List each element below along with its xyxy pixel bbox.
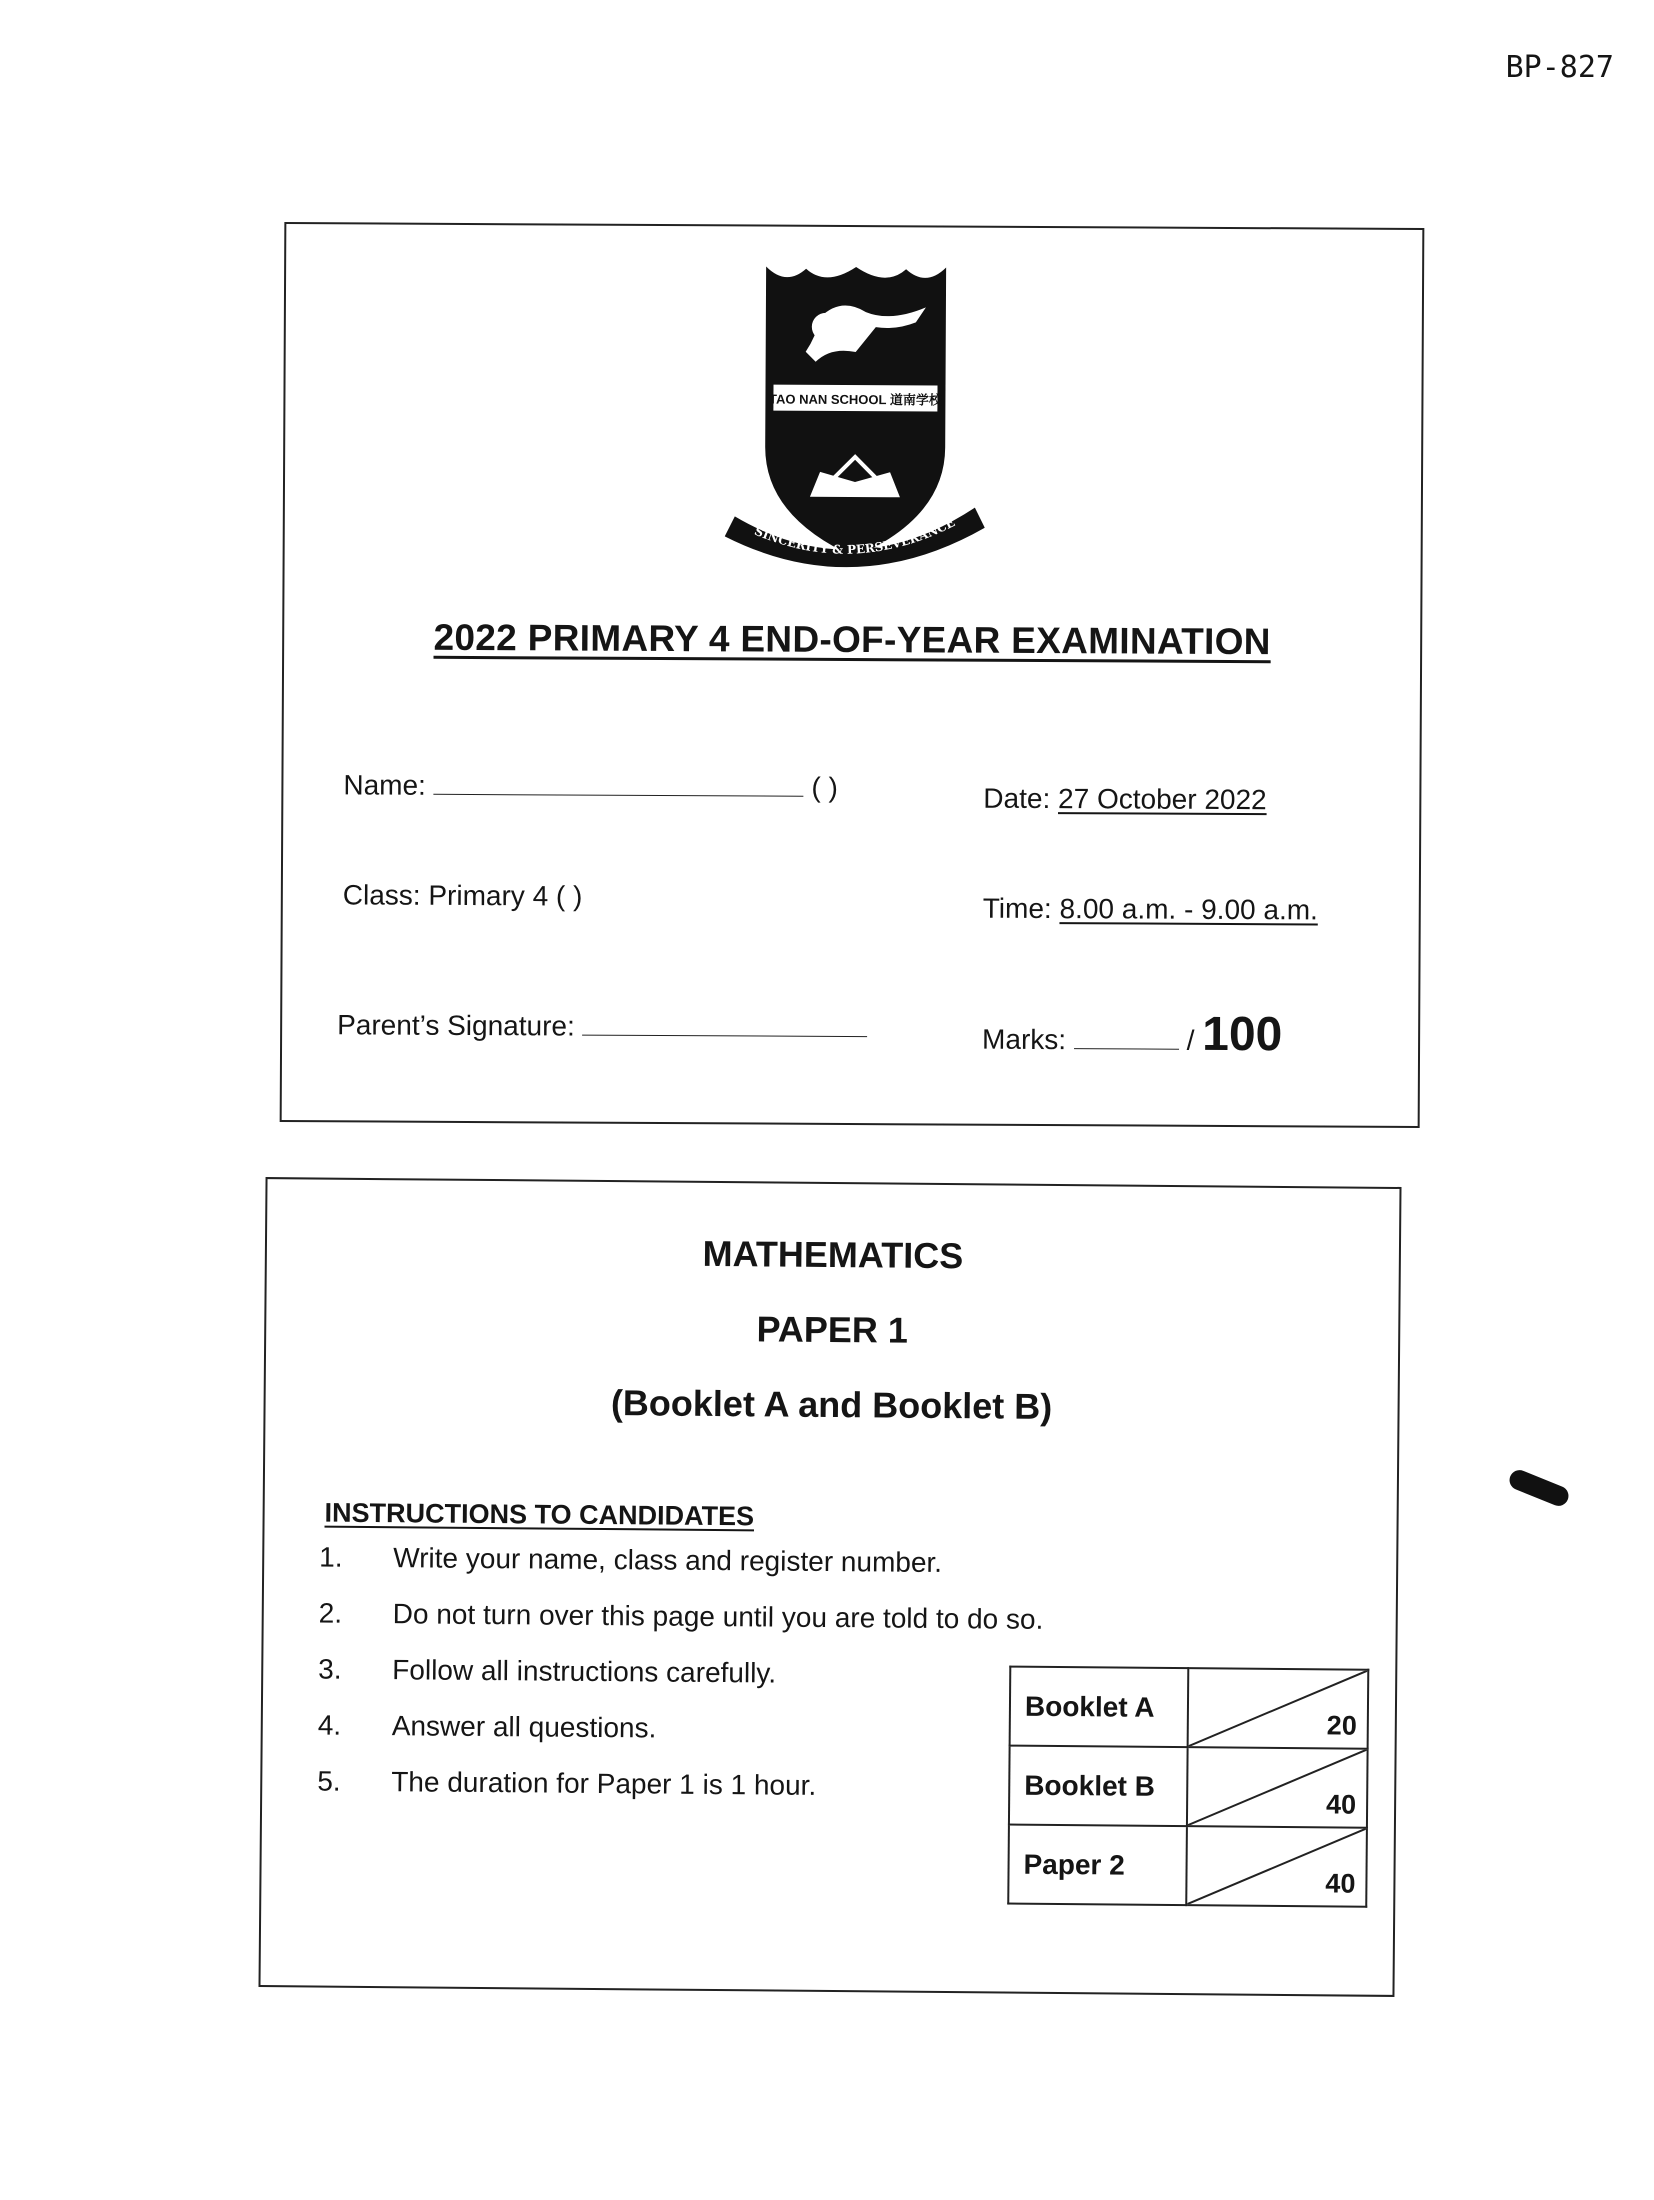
date-field: Date: 27 October 2022 [983, 782, 1267, 816]
paper-info-box [258, 1177, 1401, 1997]
booklet-a-label: Booklet A [1010, 1667, 1189, 1748]
table-row [1008, 1825, 1367, 1907]
paper-2-label: Paper 2 [1008, 1825, 1187, 1906]
instruction-item: 1. Write your name, class and register number. [319, 1541, 943, 1578]
marks-line[interactable] [1074, 1047, 1179, 1050]
paper-2-max: 40 [1325, 1868, 1356, 1899]
marks-total: 100 [1202, 1007, 1283, 1062]
instruction-item: 2. Do not turn over this page until you are told to do so. [318, 1597, 1044, 1635]
marks-field: Marks: / 100 [982, 1007, 1283, 1062]
marks-table [1007, 1666, 1369, 1908]
paper-title: PAPER 1 [756, 1308, 909, 1351]
signature-field: Parent’s Signature: [337, 1009, 868, 1044]
instructions-list [317, 1542, 1044, 1828]
subject-title: MATHEMATICS [702, 1232, 964, 1277]
time-field: Time: 8.00 a.m. - 9.00 a.m. [982, 892, 1318, 926]
table-row [1009, 1746, 1368, 1828]
booklet-a-max: 20 [1326, 1710, 1357, 1741]
instruction-item: 4. Answer all questions. [317, 1709, 657, 1744]
paper-2-score-cell[interactable] [1186, 1826, 1367, 1907]
table-row [1010, 1667, 1369, 1749]
booklet-b-score-cell[interactable] [1187, 1747, 1368, 1828]
crest-school-name: TAO NAN SCHOOL 道南学校 [768, 391, 942, 408]
booklets-subtitle: (Booklet A and Booklet B) [610, 1382, 1053, 1427]
register-bracket: ( ) [811, 771, 838, 803]
name-line[interactable] [434, 793, 804, 797]
name-field: Name: ( ) [343, 769, 838, 803]
booklet-b-max: 40 [1325, 1789, 1357, 1820]
document-code: BP-827 [1505, 50, 1614, 85]
instruction-item: 3. Follow all instructions carefully. [318, 1653, 777, 1689]
crest-motto: SINCERITY & PERSEVERANCE [752, 515, 958, 557]
exam-title: 2022 PRIMARY 4 END-OF-YEAR EXAMINATION [433, 616, 1271, 663]
instruction-item: 5. The duration for Paper 1 is 1 hour. [317, 1765, 817, 1801]
instructions-title: INSTRUCTIONS TO CANDIDATES [324, 1497, 755, 1532]
booklet-a-score-cell[interactable] [1188, 1668, 1369, 1749]
booklet-b-label: Booklet B [1009, 1746, 1188, 1827]
cover-details-box [280, 222, 1425, 1128]
time-value: 8.00 a.m. - 9.00 a.m. [1059, 893, 1318, 926]
signature-line[interactable] [583, 1034, 868, 1037]
pen-mark-icon [1507, 1467, 1572, 1509]
class-field: Class: Primary 4 ( ) [342, 879, 583, 912]
date-value: 27 October 2022 [1057, 783, 1267, 816]
school-crest-icon [725, 256, 987, 577]
